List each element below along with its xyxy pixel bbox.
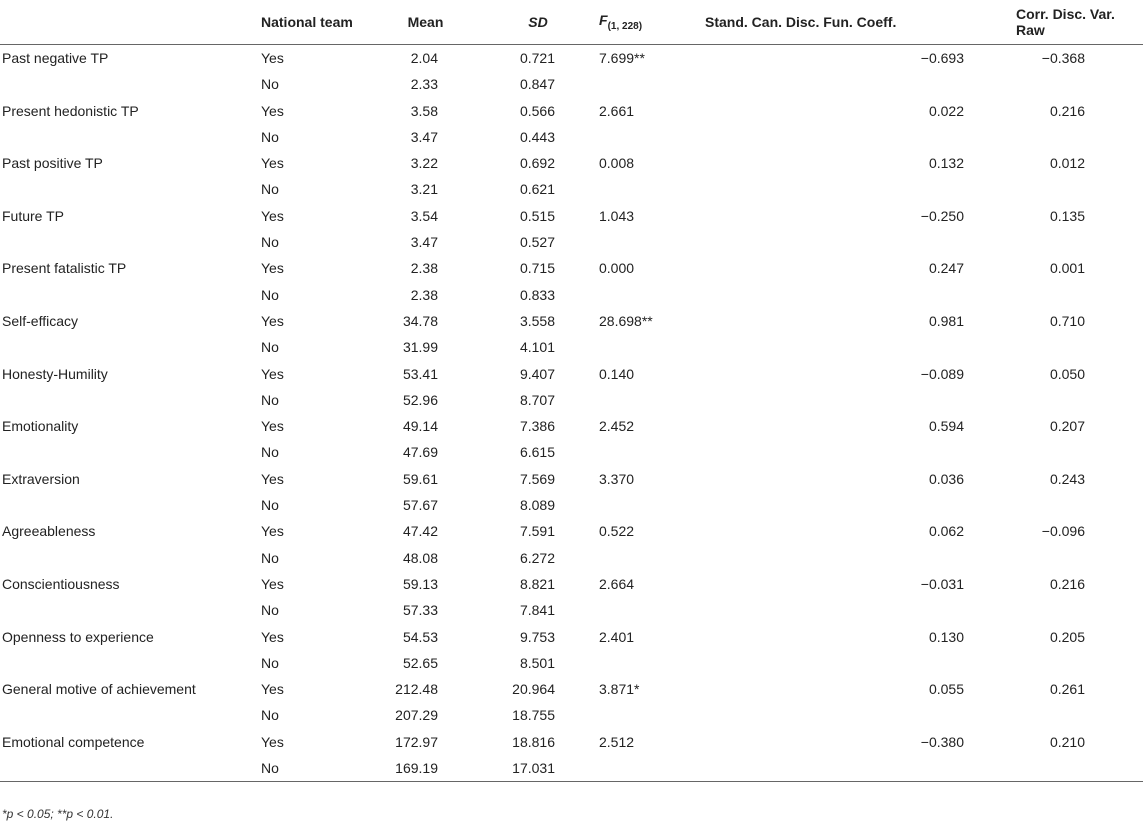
corr-raw: 0.216 bbox=[1049, 575, 1085, 592]
header-variable bbox=[0, 0, 257, 45]
footnote: *p < 0.05; **p < 0.01. bbox=[2, 807, 114, 821]
table-row bbox=[0, 229, 1143, 255]
sd-no: 8.089 bbox=[519, 497, 555, 514]
mean-yes: 3.54 bbox=[410, 207, 438, 224]
sd-no: 8.501 bbox=[519, 654, 555, 671]
header-std-coeff: Stand. Can. Disc. Fun. Coeff. bbox=[704, 0, 964, 45]
team-yes: Yes bbox=[261, 470, 284, 487]
std-coeff: 0.132 bbox=[928, 155, 964, 172]
sd-yes: 7.386 bbox=[519, 418, 555, 435]
table-row bbox=[0, 45, 1143, 72]
sd-yes: 0.715 bbox=[519, 260, 555, 277]
table-row bbox=[0, 545, 1143, 571]
team-yes: Yes bbox=[261, 733, 284, 750]
corr-raw: 0.216 bbox=[1049, 102, 1085, 119]
std-coeff: −0.031 bbox=[920, 575, 964, 592]
corr-raw: −0.096 bbox=[1041, 523, 1085, 540]
f-value: 2.664 bbox=[599, 575, 635, 592]
mean-yes: 3.58 bbox=[410, 102, 438, 119]
f-value: 2.401 bbox=[599, 628, 635, 645]
table-row bbox=[0, 597, 1143, 623]
sd-yes: 7.591 bbox=[519, 523, 555, 540]
std-coeff: 0.981 bbox=[928, 312, 964, 329]
mean-yes: 2.38 bbox=[410, 260, 438, 277]
table-row bbox=[0, 492, 1143, 518]
team-yes: Yes bbox=[261, 523, 284, 540]
sd-no: 0.833 bbox=[519, 286, 555, 303]
mean-no: 2.38 bbox=[410, 286, 438, 303]
std-coeff: 0.055 bbox=[928, 681, 964, 698]
sd-yes: 8.821 bbox=[519, 575, 555, 592]
corr-raw: 0.205 bbox=[1049, 628, 1085, 645]
sd-yes: 18.816 bbox=[512, 733, 555, 750]
team-no: No bbox=[261, 339, 279, 356]
f-value: 1.043 bbox=[599, 207, 635, 224]
table-row bbox=[0, 98, 1143, 124]
mean-yes: 59.13 bbox=[402, 575, 438, 592]
team-yes: Yes bbox=[261, 50, 284, 66]
mean-no: 57.33 bbox=[402, 602, 438, 619]
table-row bbox=[0, 624, 1143, 650]
corr-raw: 0.261 bbox=[1049, 681, 1085, 698]
sd-yes: 7.569 bbox=[519, 470, 555, 487]
sd-yes: 9.407 bbox=[519, 365, 555, 382]
mean-yes: 54.53 bbox=[402, 628, 438, 645]
f-value: 2.452 bbox=[599, 418, 635, 435]
table-row bbox=[0, 387, 1143, 413]
team-yes: Yes bbox=[261, 260, 284, 277]
table-row bbox=[0, 571, 1143, 597]
table-row bbox=[0, 518, 1143, 544]
std-coeff: 0.022 bbox=[928, 102, 964, 119]
mean-yes: 47.42 bbox=[402, 523, 438, 540]
variable-name: Present fatalistic TP bbox=[2, 260, 127, 277]
team-no: No bbox=[261, 707, 279, 724]
variable-name: Conscientiousness bbox=[2, 575, 120, 592]
mean-yes: 53.41 bbox=[402, 365, 438, 382]
sd-yes: 0.692 bbox=[519, 155, 555, 172]
mean-no: 48.08 bbox=[402, 549, 438, 566]
team-no: No bbox=[257, 755, 372, 782]
f-value: 3.871* bbox=[599, 681, 640, 698]
sd-no: 8.707 bbox=[519, 391, 555, 408]
mean-no: 169.19 bbox=[372, 755, 479, 782]
sd-no: 0.527 bbox=[519, 234, 555, 251]
corr-raw: 0.050 bbox=[1049, 365, 1085, 382]
team-no: No bbox=[261, 181, 279, 198]
sd-no: 7.841 bbox=[519, 602, 555, 619]
mean-no: 31.99 bbox=[402, 339, 438, 356]
sd-yes: 9.753 bbox=[519, 628, 555, 645]
corr-raw: −0.368 bbox=[1041, 50, 1085, 66]
team-no: No bbox=[261, 444, 279, 461]
team-no: No bbox=[261, 549, 279, 566]
f-value: 0.140 bbox=[599, 365, 635, 382]
team-no: No bbox=[261, 234, 279, 251]
table-row bbox=[0, 439, 1143, 465]
mean-no: 52.96 bbox=[402, 391, 438, 408]
f-value: 0.522 bbox=[599, 523, 635, 540]
table-row bbox=[0, 334, 1143, 360]
header-mean: Mean bbox=[372, 0, 479, 45]
team-yes: Yes bbox=[261, 207, 284, 224]
f-value: 0.000 bbox=[599, 260, 635, 277]
team-yes: Yes bbox=[261, 155, 284, 172]
header-national-team: National team bbox=[257, 0, 372, 45]
table-row bbox=[0, 413, 1143, 439]
variable-name: Present hedonistic TP bbox=[2, 102, 139, 119]
mean-no: 52.65 bbox=[402, 654, 438, 671]
corr-raw: 0.001 bbox=[1049, 260, 1085, 277]
table-row bbox=[0, 282, 1143, 308]
sd-no: 4.101 bbox=[519, 339, 555, 356]
sd-no: 17.031 bbox=[479, 755, 585, 782]
team-no: No bbox=[261, 128, 279, 145]
mean-yes: 34.78 bbox=[402, 312, 438, 329]
mean-no: 47.69 bbox=[402, 444, 438, 461]
team-no: No bbox=[261, 497, 279, 514]
team-yes: Yes bbox=[261, 575, 284, 592]
team-no: No bbox=[261, 654, 279, 671]
mean-yes: 172.97 bbox=[395, 733, 438, 750]
sd-yes: 0.515 bbox=[519, 207, 555, 224]
f-value: 28.698** bbox=[599, 312, 653, 329]
table-row bbox=[0, 729, 1143, 755]
table-body bbox=[0, 45, 1143, 782]
sd-no: 18.755 bbox=[512, 707, 555, 724]
mean-no: 3.21 bbox=[410, 181, 438, 198]
mean-yes: 212.48 bbox=[395, 681, 438, 698]
team-yes: Yes bbox=[261, 102, 284, 119]
mean-yes: 3.22 bbox=[410, 155, 438, 172]
table-row bbox=[0, 466, 1143, 492]
std-coeff: 0.247 bbox=[928, 260, 964, 277]
table-row bbox=[0, 203, 1143, 229]
table-row bbox=[0, 176, 1143, 202]
variable-name: Openness to experience bbox=[2, 628, 154, 645]
sd-no: 0.443 bbox=[519, 128, 555, 145]
header-sd: SD bbox=[479, 0, 585, 45]
mean-yes: 2.04 bbox=[410, 50, 438, 66]
std-coeff: −0.250 bbox=[920, 207, 964, 224]
corr-raw: 0.710 bbox=[1049, 312, 1085, 329]
mean-no: 207.29 bbox=[395, 707, 438, 724]
header-row bbox=[0, 0, 1143, 45]
table-row bbox=[0, 150, 1143, 176]
std-coeff: 0.062 bbox=[928, 523, 964, 540]
table-row bbox=[0, 650, 1143, 676]
sd-yes: 20.964 bbox=[512, 681, 555, 698]
mean-no: 57.67 bbox=[402, 497, 438, 514]
team-no: No bbox=[261, 602, 279, 619]
std-coeff: 0.594 bbox=[928, 418, 964, 435]
std-coeff: 0.130 bbox=[928, 628, 964, 645]
team-no: No bbox=[261, 286, 279, 303]
f-value: 2.512 bbox=[599, 733, 635, 750]
corr-raw: 0.210 bbox=[1049, 733, 1085, 750]
table-row bbox=[0, 124, 1143, 150]
variable-name: Past negative TP bbox=[2, 50, 109, 66]
team-yes: Yes bbox=[261, 312, 284, 329]
f-value: 0.008 bbox=[599, 155, 635, 172]
header-f-sub: (1, 228) bbox=[607, 20, 643, 32]
variable-name: Future TP bbox=[2, 207, 64, 224]
mean-no: 3.47 bbox=[410, 234, 438, 251]
variable-name: Extraversion bbox=[2, 470, 80, 487]
variable-name: Agreeableness bbox=[2, 523, 96, 540]
sd-no: 6.272 bbox=[519, 549, 555, 566]
header-corr: Corr. Disc. Var. Raw bbox=[964, 0, 1143, 45]
mean-yes: 59.61 bbox=[402, 470, 438, 487]
header-f bbox=[585, 0, 704, 45]
corr-raw: 0.207 bbox=[1049, 418, 1085, 435]
team-yes: Yes bbox=[261, 681, 284, 698]
variable-name: Honesty-Humility bbox=[2, 365, 108, 382]
corr-raw: 0.135 bbox=[1049, 207, 1085, 224]
mean-no: 2.33 bbox=[410, 76, 438, 93]
std-coeff: −0.089 bbox=[920, 365, 964, 382]
variable-name: Self-efficacy bbox=[2, 312, 78, 329]
team-yes: Yes bbox=[261, 365, 284, 382]
variable-name: Past positive TP bbox=[2, 155, 103, 172]
table-row bbox=[0, 361, 1143, 387]
table-row bbox=[0, 308, 1143, 334]
table-row bbox=[0, 255, 1143, 281]
header-f-main: F bbox=[599, 12, 608, 29]
team-no: No bbox=[261, 391, 279, 408]
variable-name: Emotional competence bbox=[2, 733, 145, 750]
mean-no: 3.47 bbox=[410, 128, 438, 145]
table-row bbox=[0, 676, 1143, 702]
sd-no: 6.615 bbox=[519, 444, 555, 461]
std-coeff: −0.380 bbox=[920, 733, 964, 750]
mean-yes: 49.14 bbox=[402, 418, 438, 435]
std-coeff: −0.693 bbox=[920, 50, 964, 66]
std-coeff: 0.036 bbox=[928, 470, 964, 487]
sd-yes: 3.558 bbox=[519, 312, 555, 329]
f-value: 2.661 bbox=[599, 102, 635, 119]
variable-name: General motive of achievement bbox=[2, 681, 196, 698]
sd-no: 0.621 bbox=[519, 181, 555, 198]
team-yes: Yes bbox=[261, 418, 284, 435]
corr-raw: 0.012 bbox=[1049, 155, 1085, 172]
team-yes: Yes bbox=[261, 628, 284, 645]
variable-name: Emotionality bbox=[2, 418, 79, 435]
f-value: 3.370 bbox=[599, 470, 635, 487]
sd-yes: 0.721 bbox=[519, 50, 555, 66]
team-no: No bbox=[261, 76, 279, 93]
sd-no: 0.847 bbox=[519, 76, 555, 93]
sd-yes: 0.566 bbox=[519, 102, 555, 119]
f-value: 7.699** bbox=[599, 50, 645, 66]
corr-raw: 0.243 bbox=[1049, 470, 1085, 487]
table-row bbox=[0, 702, 1143, 728]
table-row bbox=[0, 71, 1143, 97]
table-row bbox=[0, 755, 1143, 782]
